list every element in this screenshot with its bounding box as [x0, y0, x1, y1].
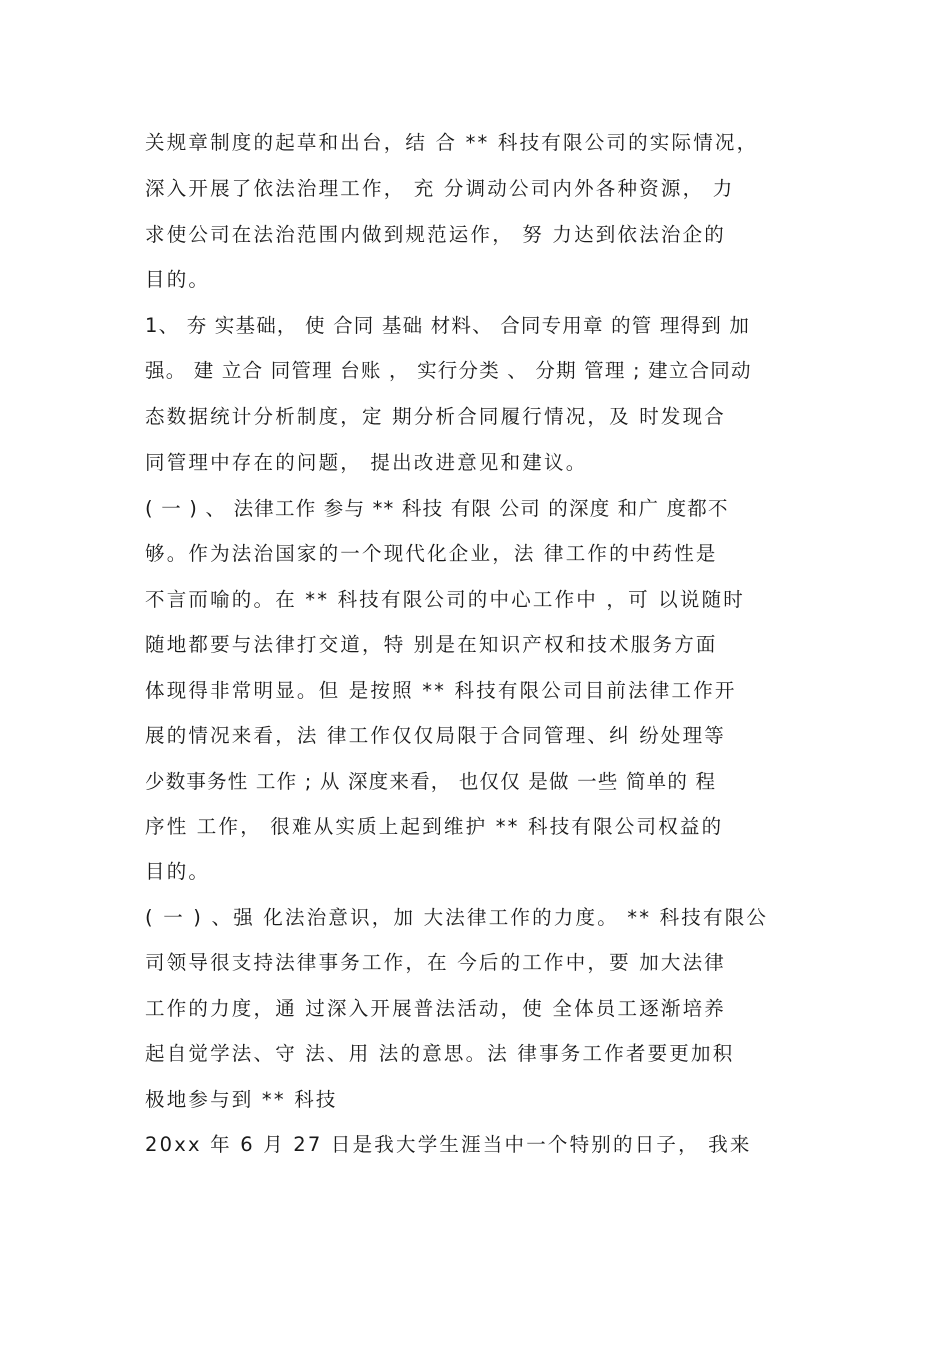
text-line: 极地参与到 ** 科技 — [145, 1088, 338, 1111]
text-line: 少数事务性 工作 ; 从 深度来看， 也仅仅 是做 一些 简单的 程 — [145, 770, 717, 793]
text-line: 够。作为法治国家的一个现代化企业，法 律工作的中药性是 — [145, 542, 718, 565]
text-line: 起自觉学法、守 法、用 法的意思。法 律事务工作者要更加积 — [145, 1042, 735, 1065]
text-line: 态数据统计分析制度，定 期分析合同履行情况，及 时发现合 — [145, 405, 726, 428]
text-line: 求使公司在法治范围内做到规范运作， 努 力达到依法治企的 — [145, 223, 726, 246]
text-line: 深入开展了依法治理工作， 充 分调动公司内外各种资源， 力 — [145, 177, 735, 200]
text-line: 1、 夯 实基础， 使 合同 基础 材料、 合同专用章 的管 理得到 加 — [145, 314, 751, 337]
text-line: 强。 建 立合 同管理 台账 ， 实行分类 、 分期 管理 ; 建立合同动 — [145, 359, 752, 382]
text-line: ( 一 ) 、强 化法治意识，加 大法律工作的力度。 ** 科技有限公 — [145, 906, 769, 929]
text-line: 20xx 年 6 月 27 日是我大学生涯当中一个特别的日子， 我来 — [145, 1133, 752, 1156]
text-line: 关规章制度的起草和出台，结 合 ** 科技有限公司的实际情况， — [145, 131, 759, 154]
text-line: 展的情况来看，法 律工作仅仅局限于合同管理、纠 纷处理等 — [145, 724, 726, 747]
text-line: 同管理中存在的问题， 提出改进意见和建议。 — [145, 451, 588, 474]
text-line: 随地都要与法律打交道，特 别是在知识产权和技术服务方面 — [145, 633, 718, 656]
text-line: 目的。 — [145, 268, 211, 291]
text-line: ( 一 ) 、 法律工作 参与 ** 科技 有限 公司 的深度 和广 度都不 — [145, 497, 729, 520]
text-line: 序性 工作， 很难从实质上起到维护 ** 科技有限公司权益的 — [145, 815, 724, 838]
text-line: 体现得非常明显。但 是按照 ** 科技有限公司目前法律工作开 — [145, 679, 737, 702]
text-line: 不言而喻的。在 ** 科技有限公司的中心工作中 ，可 以说随时 — [145, 588, 745, 611]
text-line: 司领导很支持法律事务工作，在 今后的工作中，要 加大法律 — [145, 951, 726, 974]
text-line: 工作的力度，通 过深入开展普法活动，使 全体员工逐渐培养 — [145, 997, 726, 1020]
text-line: 目的。 — [145, 860, 211, 883]
